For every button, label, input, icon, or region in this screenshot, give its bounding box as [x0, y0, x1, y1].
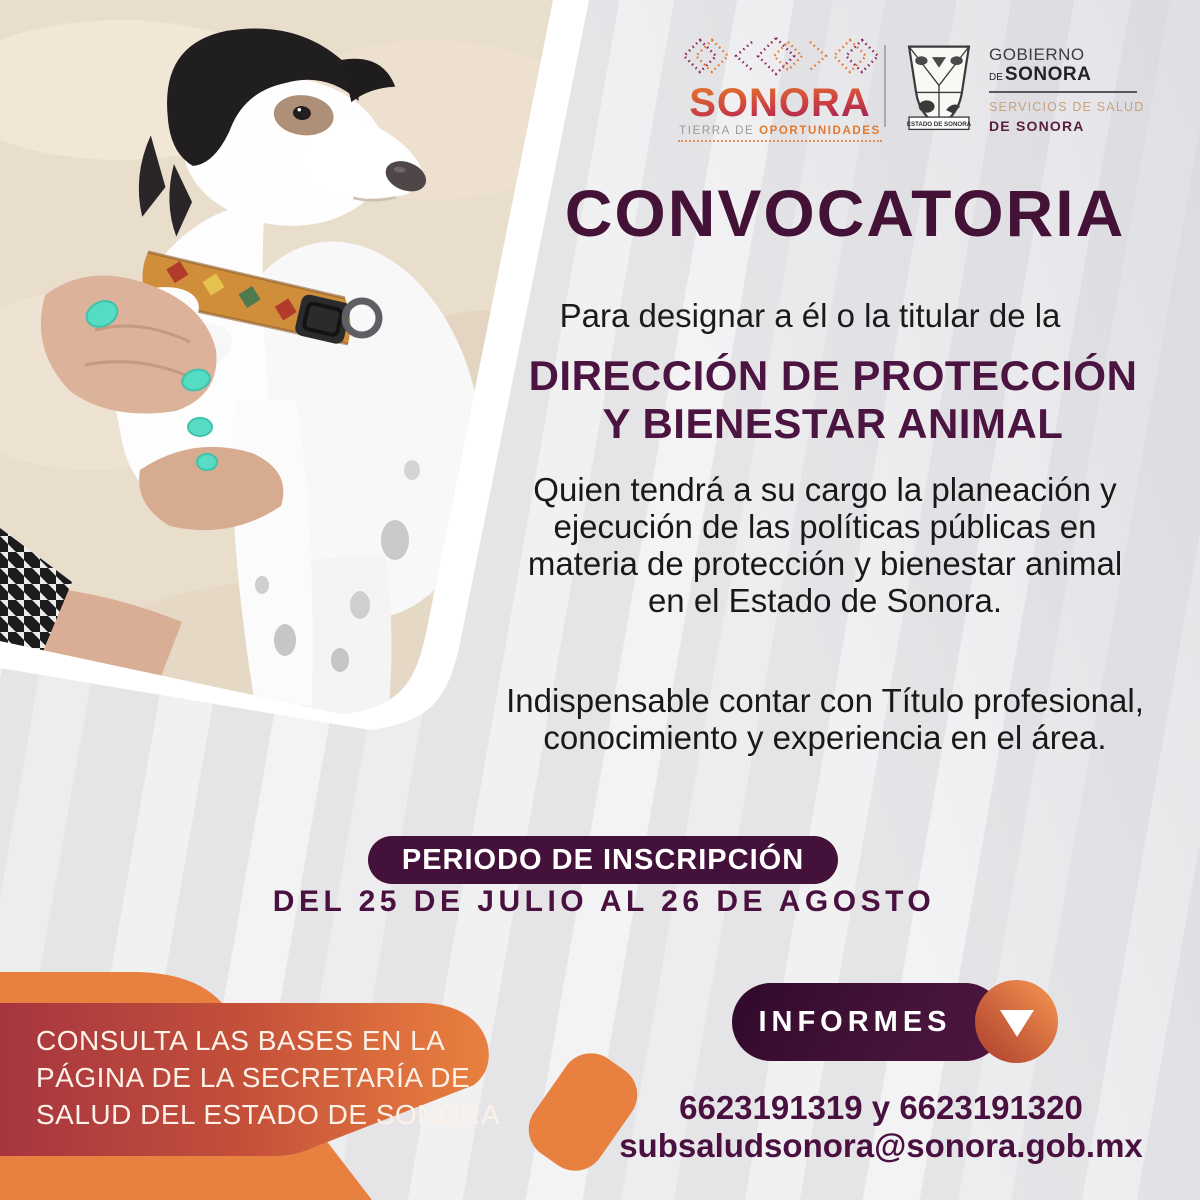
sonora-pattern-icon [678, 34, 882, 78]
gov-line2: DE SONORA [989, 64, 1092, 85]
informes-button[interactable] [732, 982, 1058, 1064]
sonora-logo-name: SONORA [678, 83, 882, 123]
body-paragraph-2: Indispensable contar con Título profesional, conocimiento y experiencia en el área. [506, 682, 1144, 756]
contact-phones: 6623191319 y 6623191320 [679, 1089, 1083, 1126]
position-title [468, 352, 1198, 448]
chevron-down-icon [1000, 1010, 1034, 1037]
sonora-logo [678, 34, 882, 142]
informes-circle[interactable] [975, 980, 1058, 1063]
estado-de-sonora-seal-icon [902, 38, 976, 138]
informes-pill[interactable] [732, 983, 1004, 1061]
seal-caption: ESTADO DE SONORA [906, 120, 972, 128]
gov-logo-text [989, 38, 1144, 134]
gov-dept-region: DE SONORA [989, 118, 1085, 134]
period-dates: DEL 25 DE JULIO AL 26 DE AGOSTO [272, 885, 936, 918]
period-badge: PERIODO DE INSCRIPCIÓN [368, 836, 838, 884]
informes-label: INFORMES [758, 1006, 952, 1038]
consulta-text: CONSULTA LAS BASES EN LA PÁGINA DE LA SECRETARÍA DE SALUD DEL ESTADO DE SONORA [36, 1025, 501, 1130]
position-line2: Y BIENESTAR ANIMAL [602, 400, 1064, 447]
gov-logo [902, 38, 1144, 138]
sonora-dotted-rule [678, 140, 882, 142]
gov-line1: GOBIERNO [989, 45, 1085, 64]
position-line1: DIRECCIÓN DE PROTECCIÓN [528, 352, 1138, 399]
contact-email[interactable]: subsaludsonora@sonora.gob.mx [619, 1127, 1143, 1164]
intro-line: Para designar a él o la titular de la [559, 297, 1061, 334]
body-paragraph-1: Quien tendrá a su cargo la planeación y ejecución de las políticas públicas en materia de protección y bienestar animal en el Estado de Sonora. [527, 471, 1123, 619]
sonora-logo-tagline: TIERRA DE OPORTUNIDADES [679, 125, 881, 137]
gov-dept: SERVICIOS DE SALUD [989, 100, 1145, 114]
gov-rule [989, 91, 1137, 93]
contact-block [516, 1089, 1200, 1165]
page-title: CONVOCATORIA [564, 176, 1126, 250]
logo-divider [884, 45, 886, 127]
